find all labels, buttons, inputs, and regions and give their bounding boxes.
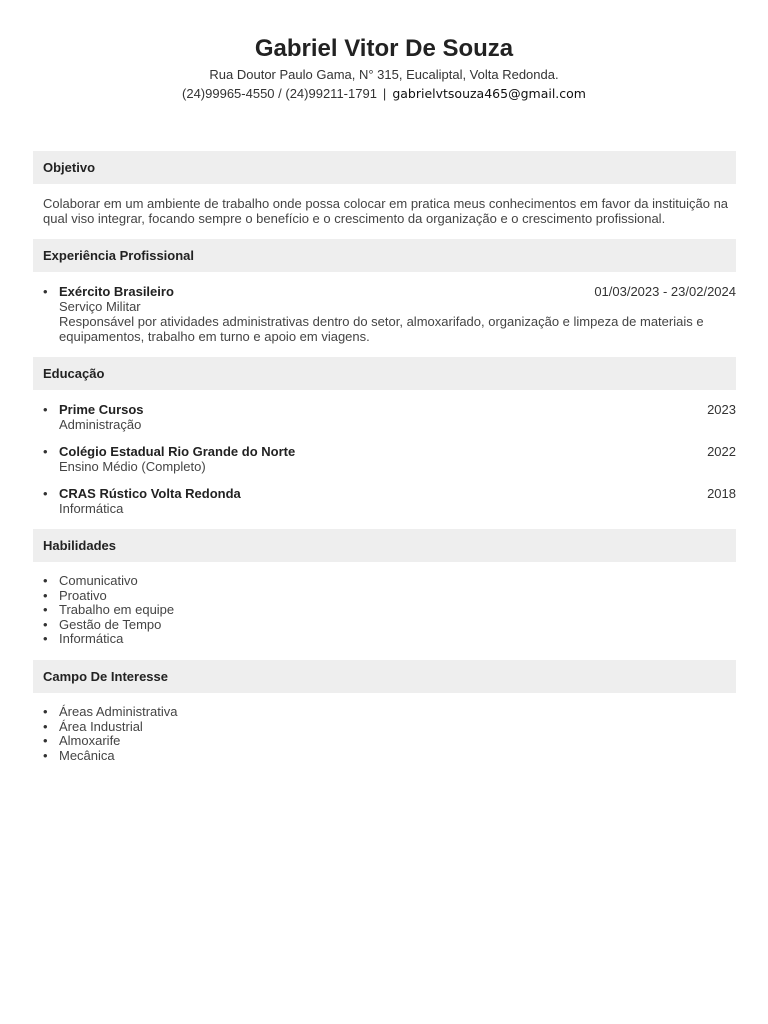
skills-section bbox=[33, 529, 736, 660]
interest-item: • Mecânica bbox=[43, 749, 736, 764]
education-course: Ensino Médio (Completo) bbox=[59, 459, 206, 474]
experience-date: 01/03/2023 - 23/02/2024 bbox=[594, 284, 736, 299]
education-item-head bbox=[59, 444, 736, 459]
experience-description: Responsável por atividades administrativas dentro do setor, almoxarifado, organização e limpeza de materiais e equipamentos, trabalho em turno e apoio em viagens. bbox=[59, 314, 704, 344]
interest-item: • Áreas Administrativa bbox=[43, 705, 736, 720]
interest-item: • Área Industrial bbox=[43, 720, 736, 735]
experience-body bbox=[33, 272, 736, 357]
education-date: 2023 bbox=[707, 402, 736, 417]
education-title: • Prime Cursos bbox=[59, 402, 144, 417]
candidate-name: Gabriel Vitor De Souza bbox=[254, 35, 514, 62]
objective-heading: Objetivo bbox=[33, 151, 736, 184]
education-item-head bbox=[59, 486, 736, 501]
contact-line bbox=[0, 85, 768, 102]
interests-section bbox=[33, 660, 736, 776]
education-list bbox=[43, 402, 736, 516]
candidate-address: Rua Doutor Paulo Gama, N° 315, Eucaliptal, Volta Redonda. bbox=[209, 67, 559, 82]
objective-section bbox=[33, 151, 736, 239]
objective-text: Colaborar em um ambiente de trabalho onde possa colocar em pratica meus conhecimentos em favor da instituição na qual viso integrar, focando sempre o benefício e o crescimento da organização e o crescimento profissional. bbox=[43, 196, 729, 226]
interest-item: • Almoxarife bbox=[43, 734, 736, 749]
interests-body bbox=[33, 693, 736, 776]
education-section bbox=[33, 357, 736, 529]
skills-heading: Habilidades bbox=[33, 529, 736, 562]
experience-role: Serviço Militar bbox=[59, 299, 141, 314]
education-body bbox=[33, 390, 736, 529]
skills-list bbox=[43, 574, 736, 647]
email-address: gabrielvtsouza465@gmail.com bbox=[392, 86, 586, 101]
education-title: • CRAS Rústico Volta Redonda bbox=[59, 486, 241, 501]
skill-item: • Gestão de Tempo bbox=[43, 618, 736, 633]
experience-section bbox=[33, 239, 736, 357]
skill-item: • Comunicativo bbox=[43, 574, 736, 589]
education-item bbox=[43, 444, 736, 474]
resume-content bbox=[33, 151, 736, 776]
resume-header bbox=[0, 34, 768, 102]
contact-separator: | bbox=[382, 86, 387, 101]
education-course: Informática bbox=[59, 501, 124, 516]
skill-item: • Proativo bbox=[43, 589, 736, 604]
skills-body bbox=[33, 562, 736, 660]
education-item bbox=[43, 402, 736, 432]
education-heading: Educação bbox=[33, 357, 736, 390]
education-title: • Colégio Estadual Rio Grande do Norte bbox=[59, 444, 296, 459]
education-item bbox=[43, 486, 736, 516]
skill-item: • Trabalho em equipe bbox=[43, 603, 736, 618]
interests-list bbox=[43, 705, 736, 763]
interests-heading: Campo De Interesse bbox=[33, 660, 736, 693]
skill-item: • Informática bbox=[43, 632, 736, 647]
phone-numbers: (24)99965-4550 / (24)99211-1791 bbox=[182, 86, 377, 101]
education-item-head bbox=[59, 402, 736, 417]
experience-heading: Experiência Profissional bbox=[33, 239, 736, 272]
experience-list bbox=[43, 284, 736, 344]
education-date: 2018 bbox=[707, 486, 736, 501]
education-course: Administração bbox=[59, 417, 142, 432]
experience-item-head bbox=[59, 284, 736, 299]
experience-item bbox=[43, 284, 736, 344]
experience-title: • Exército Brasileiro bbox=[59, 284, 174, 299]
education-date: 2022 bbox=[707, 444, 736, 459]
objective-body bbox=[33, 184, 736, 239]
